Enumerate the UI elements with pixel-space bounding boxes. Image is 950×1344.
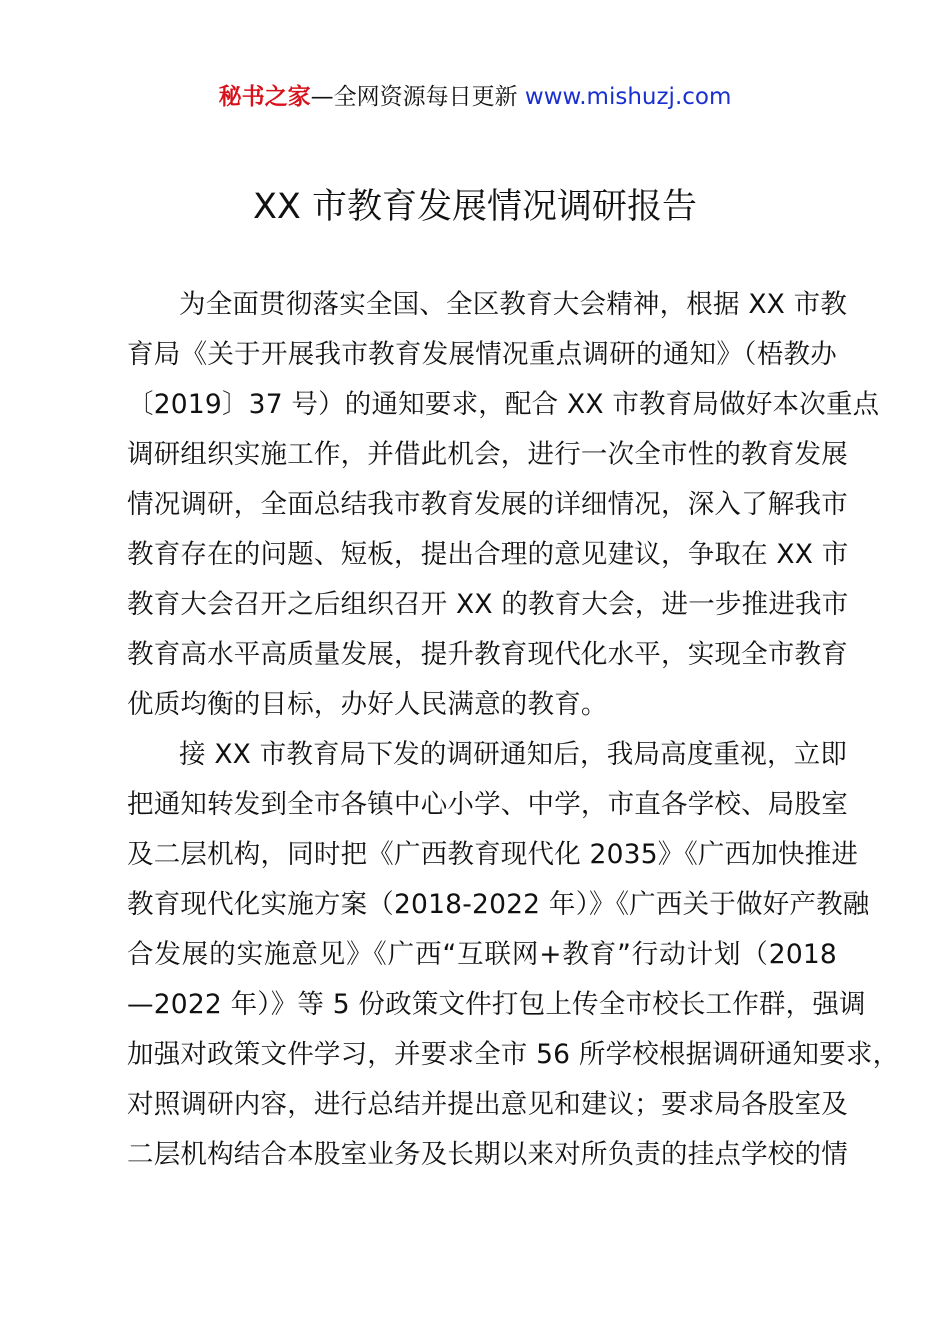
paragraph-2 bbox=[127, 730, 900, 1180]
paragraph-line: 教育大会召开之后组织召开 XX 的教育大会，进一步推进我市 bbox=[127, 589, 849, 620]
document-title: XX 市教育发展情况调研报告 bbox=[252, 187, 698, 227]
paragraph-line: 把通知转发到全市各镇中心小学、中学，市直各学校、局股室 bbox=[127, 789, 848, 820]
paragraph-line: 〔2019〕37 号）的通知要求，配合 XX 市教育局做好本次重点 bbox=[127, 389, 880, 420]
site-name: 秘书之家 bbox=[218, 84, 311, 110]
paragraph-line: 二层机构结合本股室业务及长期以来对所负责的挂点学校的情 bbox=[127, 1139, 848, 1170]
site-slogan: —全网资源每日更新 bbox=[310, 84, 518, 110]
paragraph-line: 对照调研内容，进行总结并提出意见和建议；要求局各股室及 bbox=[127, 1089, 848, 1120]
paragraph-line: 优质均衡的目标，办好人民满意的教育。 bbox=[127, 689, 608, 720]
paragraph-line: 调研组织实施工作，并借此机会，进行一次全市性的教育发展 bbox=[127, 439, 848, 470]
paragraph-1 bbox=[127, 280, 880, 730]
paragraph-line: 教育存在的问题、短板，提出合理的意见建议，争取在 XX 市 bbox=[127, 539, 849, 570]
site-header bbox=[0, 80, 950, 114]
paragraph-line: 为全面贯彻落实全国、全区教育大会精神，根据 XX 市教 bbox=[179, 289, 848, 320]
paragraph-line: 合发展的实施意见》《广西“互联网+教育”行动计划（2018 bbox=[127, 939, 837, 970]
site-url-link[interactable]: www.mishuzj.com bbox=[524, 84, 732, 110]
paragraph-line: —2022 年）》等 5 份政策文件打包上传全市校长工作群，强调 bbox=[127, 989, 866, 1020]
paragraph-line: 教育现代化实施方案（2018-2022 年）》《广西关于做好产教融 bbox=[127, 889, 870, 920]
paragraph-line: 育局《关于开展我市教育发展情况重点调研的通知》（梧教办 bbox=[127, 339, 837, 370]
paragraph-line: 接 XX 市教育局下发的调研通知后，我局高度重视，立即 bbox=[179, 739, 848, 770]
paragraph-line: 教育高水平高质量发展，提升教育现代化水平，实现全市教育 bbox=[127, 639, 848, 670]
paragraph-line: 情况调研，全面总结我市教育发展的详细情况，深入了解我市 bbox=[127, 489, 848, 520]
paragraph-line: 及二层机构，同时把《广西教育现代化 2035》《广西加快推进 bbox=[127, 839, 859, 870]
document-body bbox=[127, 280, 900, 1180]
paragraph-line: 加强对政策文件学习，并要求全市 56 所学校根据调研通知要求， bbox=[127, 1039, 900, 1070]
